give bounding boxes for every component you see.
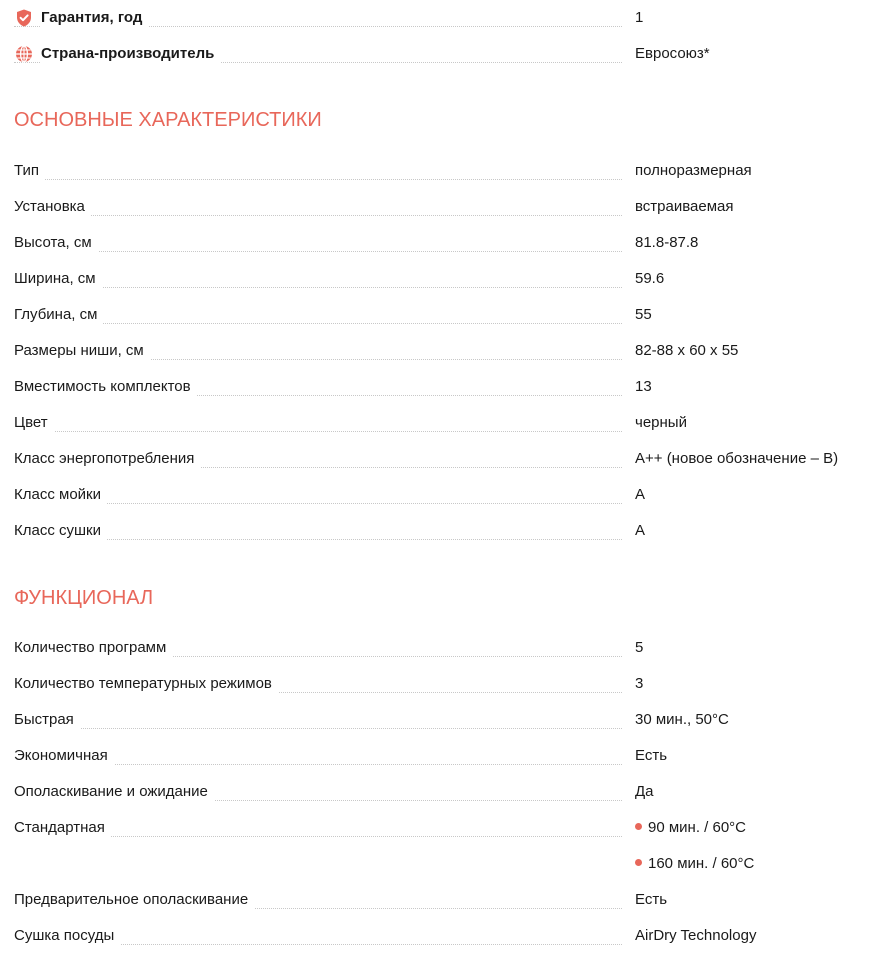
spec-label: Класс сушки — [14, 522, 107, 540]
spec-row — [14, 375, 872, 399]
spec-row — [14, 339, 872, 363]
dotted-leader — [14, 179, 622, 180]
spec-value: встраиваемая — [635, 198, 734, 215]
spec-label: Класс мойки — [14, 486, 107, 504]
spec-row-standard-cont — [14, 852, 872, 876]
dotted-leader — [14, 287, 622, 288]
spec-label: Сушка посуды — [14, 927, 120, 945]
dotted-leader — [14, 323, 622, 324]
spec-row — [14, 195, 872, 219]
section-title-functional: ФУНКЦИОНАЛ — [14, 587, 154, 609]
dotted-leader — [14, 215, 622, 216]
spec-label: Цвет — [14, 414, 54, 432]
spec-value: 5 — [635, 639, 644, 656]
spec-row — [14, 447, 872, 471]
spec-value: 1 — [635, 9, 644, 26]
spec-value: 3 — [635, 675, 644, 692]
spec-value: Да — [635, 783, 654, 800]
spec-value: A — [635, 486, 646, 503]
spec-row — [14, 519, 872, 543]
spec-row — [14, 483, 872, 507]
spec-row — [14, 159, 872, 183]
spec-label: Ополаскивание и ожидание — [14, 783, 214, 801]
spec-value-list-item — [635, 819, 746, 837]
section-title-main: ОСНОВНЫЕ ХАРАКТЕРИСТИКИ — [14, 109, 322, 131]
spec-label: Высота, см — [14, 234, 98, 252]
spec-value: Есть — [635, 891, 668, 908]
spec-value: полноразмерная — [635, 162, 752, 179]
spec-label: Быстрая — [14, 711, 80, 729]
spec-row — [14, 744, 872, 768]
spec-label: Количество температурных режимов — [14, 675, 278, 693]
spec-row — [14, 267, 872, 291]
spec-value: A++ (новое обозначение – B) — [635, 450, 839, 467]
spec-row — [14, 888, 872, 912]
spec-row — [14, 924, 872, 948]
spec-label: Размеры ниши, см — [14, 342, 150, 360]
spec-label: Класс энергопотребления — [14, 450, 200, 468]
spec-label: Гарантия, год — [41, 9, 148, 27]
spec-value: A — [635, 522, 646, 539]
spec-value: 82-88 x 60 x 55 — [635, 342, 739, 359]
spec-value: AirDry Technology — [635, 927, 757, 944]
spec-label: Вместимость комплектов — [14, 378, 197, 396]
dotted-leader — [14, 431, 622, 432]
spec-value: 55 — [635, 306, 652, 323]
spec-row — [14, 303, 872, 327]
spec-value: черный — [635, 414, 687, 431]
spec-label: Глубина, см — [14, 306, 103, 324]
spec-value: Есть — [635, 747, 668, 764]
spec-value-list-item — [635, 855, 754, 873]
spec-label: Установка — [14, 198, 91, 216]
spec-value: Евросоюз* — [635, 45, 710, 62]
spec-row — [14, 636, 872, 660]
globe-icon — [14, 44, 34, 64]
spec-row — [14, 231, 872, 255]
spec-label: Количество программ — [14, 639, 172, 657]
spec-value: 59.6 — [635, 270, 665, 287]
shield-check-icon — [14, 8, 34, 28]
spec-label: Ширина, см — [14, 270, 102, 288]
dotted-leader — [14, 728, 622, 729]
bullet-dot-icon — [635, 823, 642, 830]
spec-label: Стандартная — [14, 819, 111, 837]
spec-value: 30 мин., 50°C — [635, 711, 729, 728]
spec-value-text: 90 мин. / 60°C — [648, 819, 747, 836]
spec-row — [14, 708, 872, 732]
spec-label: Экономичная — [14, 747, 114, 765]
spec-value-text: 160 мин. / 60°C — [648, 855, 755, 872]
spec-row-standard — [14, 816, 872, 840]
bullet-dot-icon — [635, 859, 642, 866]
spec-row — [14, 411, 872, 435]
spec-label: Предварительное ополаскивание — [14, 891, 254, 909]
spec-value: 13 — [635, 378, 652, 395]
spec-row-country — [14, 42, 872, 66]
spec-value: 81.8-87.8 — [635, 234, 699, 251]
spec-row — [14, 672, 872, 696]
dotted-leader — [14, 251, 622, 252]
spec-row — [14, 780, 872, 804]
spec-label: Страна-производитель — [41, 45, 220, 63]
spec-row-warranty — [14, 6, 872, 30]
spec-label: Тип — [14, 162, 45, 180]
